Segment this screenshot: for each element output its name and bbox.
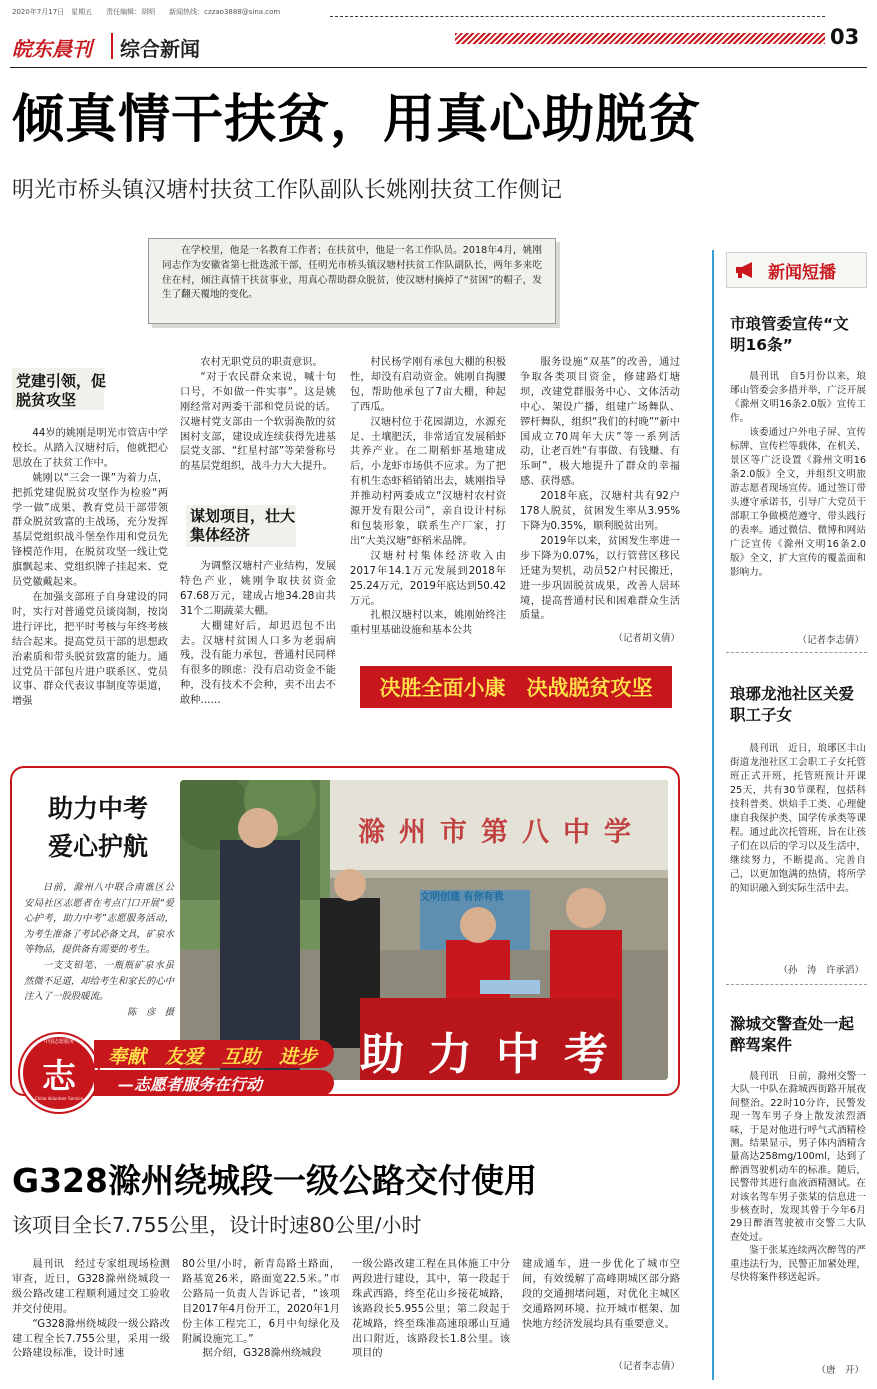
main-col-2a [180, 356, 336, 475]
slogan-banner [360, 666, 672, 708]
paragraph: 大棚建好后，却迟迟包不出去。汉塘村贫困人口多为老弱病残，没有能力承包，普通村民同样有很多的顾虑：没有启动资金不能种，没有技术不会种，卖不出去不敢种…… [180, 620, 336, 707]
main-byline: （记者胡文倩） [613, 633, 680, 644]
sidebar-divider [712, 250, 714, 1380]
paragraph: 2018年底，汉塘村共有92户178人脱贫，贫困发生率从3.95%下降为0.35%，顺利脱贫出列。 [520, 491, 680, 532]
brief-title: 市琅管委宣传“文明16条” [730, 315, 849, 354]
paragraph: “对于农民群众来说，喊十句口号，不如做一件实事”。这是姚刚经常对两委干部和党员说的话。汉塘村党支部由一个软弱涣散的贫困村支部，建设成连续获得先进基层党支部、“红星村部”等荣誉称号的基层党组织，战斗力大大提升。 [180, 371, 336, 473]
masthead-title: 皖东晨刊 [12, 37, 92, 61]
paragraph: 姚刚以“三会一课”为着力点，把抓党建促脱贫攻坚作为检验“两学一做”成果、教育党员干部带领群众脱贫致富的主战场，充分发挥基层党组织战斗堡垒作用和党员先锋模范作用，在脱贫攻坚一线让党旗飘起来、党组织牌子挂起来、党员党徽戴起来。 [12, 472, 168, 589]
brief-title: 滁城交警查处一起醉驾案件 [730, 1015, 855, 1054]
paragraph: 服务设施“双基”的改善，通过争取各类项目资金，修建路灯塘坝，改建党群服务中心、文体活动中心、架设广播，组建广场舞队、锣杆舞队，组织“我们的村晚”“新中国成立70周年大庆”等一系列活动，让老百姓“有事做、有钱赚、有乐呵”，极大地提升了群众的幸福感、获得感。 [520, 357, 680, 488]
masthead-rule-top [330, 16, 825, 17]
paragraph: 扎根汉塘村以来，姚刚始终注重村里基础设施和基本公共 [350, 610, 506, 637]
paragraph: 44岁的姚刚是明光市管店中学校长。从踏入汉塘村后，他就把心思放在了扶贫工作中。 [12, 428, 168, 469]
brief-divider [726, 984, 867, 985]
volunteer-ring-bottom: China Volunteer Service [35, 1096, 83, 1101]
brief-title: 琅琊龙池社区关爱职工子女 [730, 685, 855, 724]
page-number: 03 [830, 25, 860, 49]
paragraph: 汉塘村村集体经济收入由2017年14.1万元发展到2018年25.24万元，2019年底达到50.42万元。 [350, 550, 506, 607]
header-hatch [455, 33, 825, 44]
photo-caption [24, 880, 174, 1020]
brief-byline: （唐 开） [816, 1365, 864, 1376]
header-rule [10, 67, 867, 68]
paragraph: 鉴于张某连续两次醉驾的严重违法行为，民警正加紧处理，尽快将案件移送起诉。 [730, 1245, 866, 1284]
paragraph: 晨刊讯 自5月份以来，琅琊山管委会多措并举，广泛开展《滁州文明16条2.0版》宣传工作。 [730, 371, 866, 424]
main-subhead: 明光市桥头镇汉塘村扶贫工作队副队长姚刚扶贫工作侧记 [12, 178, 563, 203]
paragraph: 该委通过户外电子屏、宣传标牌、宣传栏等载体，在机关、景区等广泛设置《滁州文明16条2.0版》全文，并组织文明旅游志愿者现场宣传。通过签订带头遵守承诺书，引导广大党员干部职工争做模范遵守、带头践行的表率。通过微信、微博和网站广泛宣传《滁州文明16条2.0版》全文，扩大宣传的覆盖面和影响力。 [730, 427, 866, 578]
main-col-2b [180, 560, 336, 709]
paragraph: 在加强支部班子自身建设的同时，实行对普通党员谈岗制，按岗进行评比，把平时考核与年终考核结合起来。提高党员干部的思想政治素质和带头脱贫致富的能力。通过党员干部包片进户联系区、党员议事、群众代表议事制度等渠道，增强 [12, 591, 168, 708]
masthead-divider [111, 33, 113, 59]
photo-title-line-1: 助力中考 [47, 794, 148, 823]
caption-paragraph: 日前，滁州八中联合南谯区公安局社区志愿者在考点门口开展“爱心护考，助力中考”志愿服务活动，为考生准备了考试必备文具，矿泉水等物品，提供备有需要的考生。 [24, 882, 175, 956]
volunteer-logo-char: 志 [42, 1056, 76, 1097]
volunteer-slogan: 奉献 友爱 互助 进步 [108, 1046, 318, 1068]
paragraph: 晨刊讯 经过专家组现场检测审查，近日，G328滁州绕城段一级公路改建工程顺利通过交工验收并交付使用。 [12, 1259, 170, 1315]
paragraph: 为调整汉塘村产业结构，发展特色产业，姚刚争取扶贫资金67.68万元，建成占地34.28亩共31个二期蔬菜大棚。 [180, 561, 336, 617]
dateline: 2020年7月17日 星期五 责任编辑：胡明 新闻热线：czzao3888@sina.com [12, 8, 281, 16]
section-heading-2-text: 谋划项目，壮大集体经济 [190, 507, 296, 544]
brief-byline: （记者李志倩） [797, 635, 864, 646]
section-name: 综合新闻 [120, 37, 200, 61]
paragraph: 2019年以来，贫困发生率进一步下降为0.07%，以行管营区移民迁建为契机，动员52户村民搬迁，进一步巩固脱贫成果，改善人居环境，提高普通村民和困难群众生活质量。 [520, 535, 680, 622]
sidebar-heading: 新闻短播 [768, 263, 836, 283]
slogan-banner-text: 决胜全面小康 决战脱贫攻坚 [379, 676, 653, 700]
main-col-4 [520, 356, 680, 624]
caption-paragraph: 一支支铅笔、一瓶瓶矿泉水虽然微不足道，却给考生和家长的心中注入了一股股暖流。 [24, 959, 175, 1003]
main-col-1 [12, 427, 168, 710]
paragraph: 建成通车，进一步优化了城市空间，有效缓解了高峰期城区部分路段的交通拥堵问题，对优化主城区交通路网环境、拉开城市框架、加快地方经济发展均具有重要意义。 [522, 1259, 680, 1330]
brief-body [730, 1070, 866, 1285]
school-sign: 滁州市第八中学 [358, 817, 645, 848]
main-col-3 [350, 356, 506, 639]
paragraph: “G328滁州绕城段一级公路改建工程全长7.755公里，采用一级公路建设标准，设计时速 [12, 1318, 170, 1360]
brief-body [730, 742, 866, 896]
brief-divider [726, 652, 867, 653]
paragraph: 晨刊讯 近日，琅琊区丰山街道龙池社区工会职工子女托管班正式开班，托管班预计开课25天，共有30节课程，包括科技科普类、烘焙手工类、心理健康自我保护类、国学传承类等课程。通过此次托管班，旨在让孩子们在以后的学习以及生活中，继续努力，不断提高、完善自己，以更加饱满的热情，将所学的知识融入到实际生活中去。 [730, 743, 866, 894]
g328-byline: （记者李志倩） [613, 1361, 680, 1372]
paragraph: 据介绍，G328滁州绕城段 [202, 1348, 322, 1360]
desk-banner-text: 助力中考 [360, 1029, 632, 1080]
brief-body [730, 370, 866, 580]
megaphone-icon [734, 260, 758, 280]
volunteer-tagline: —志愿者服务在行动 [118, 1075, 263, 1094]
g328-col-2 [182, 1258, 340, 1362]
photo-title-line-2: 爱心护航 [47, 832, 148, 861]
g328-headline: G328滁州绕城段一级公路交付使用 [12, 1161, 537, 1200]
volunteer-ring-top: 中国志愿服务 [43, 1039, 74, 1045]
paragraph: 80公里/小时，新青岛路土路面，路基宽26米，路面宽22.5米。”市公路局一负责人告诉记者，“该项目2017年4月份开工，2020年1月份主体工程完工，6月中旬绿化及附属设施完工。” [182, 1259, 340, 1345]
paragraph: 晨刊讯 日前，滁州交警一大队一中队在滁城西街路开展夜间整治。22时10分许，民警发现一驾车男子身上散发浓烈酒味，于是对他进行呼气式酒精检测。结果显示，男子体内酒精含量高达258mg/100ml，达到了醉酒驾驶机动车的标准。随后，民警带其进行血液酒精测试。在对该名驾车男子张某的信息进一步核查时，发现其曾于今年6月29日醉酒驾驶被市交警二大队查处过。 [730, 1071, 866, 1243]
photo-credit: 陈 彦 摄 [127, 1006, 174, 1018]
main-headline: 倾真情干扶贫，用真心助脱贫 [12, 90, 702, 150]
g328-col-1 [12, 1258, 170, 1362]
paragraph: 农村无职党员的职责意识。 [200, 357, 323, 368]
g328-subhead: 该项目全长7.755公里，设计时速80公里/小时 [12, 1213, 422, 1237]
paragraph: 一级公路改建工程在具体施工中分两段进行建设，其中，第一段起于珠武西路，终至花山乡接花城路，该路段长5.955公里；第二段起于花城路，终至珠准高速琅琊山互通出口附近，该路段长1.8公里。该项目的 [352, 1259, 510, 1360]
g328-col-4 [522, 1258, 680, 1333]
tent-sign: 文明创建 有你有我 [420, 892, 504, 903]
lead-text: 在学校里，他是一名教育工作者；在扶贫中，他是一名工作队员。2018年4月，姚刚同志作为安徽省第七批选派干部，任明光市桥头镇汉塘村扶贫工作队副队长，两年多来吃住在村，倾注真情干扶贫事业，用真心帮助群众脱贫，使汉塘村摘掉了“贫困”的帽子，发生了翻天覆地的变化。 [162, 245, 542, 301]
paragraph: 村民杨学刚有承包大棚的积极性，却没有启动资金。姚刚自掏腰包，帮助他承包了7亩大棚，种起了西瓜。 [350, 357, 506, 413]
paragraph: 汉塘村位于花园湖边，水源充足、土壤肥沃，非常适宜发展稻虾共养产业。在二期稻虾基地建成后，小龙虾市场供不应求。为了把有机生态虾稻销销出去，姚刚指导并推动村两委成立“汉塘村农村资源开发有限公司”，亲自设计村标和包装形象，联系生产厂家，打出“大美汉塘”虾稻米品牌。 [350, 416, 506, 547]
g328-col-3 [352, 1258, 510, 1362]
photo-story-title [28, 790, 168, 866]
brief-byline: （孙 涛 许承滔） [778, 965, 864, 976]
section-heading-1-text: 党建引领，促脱贫攻坚 [16, 372, 107, 409]
